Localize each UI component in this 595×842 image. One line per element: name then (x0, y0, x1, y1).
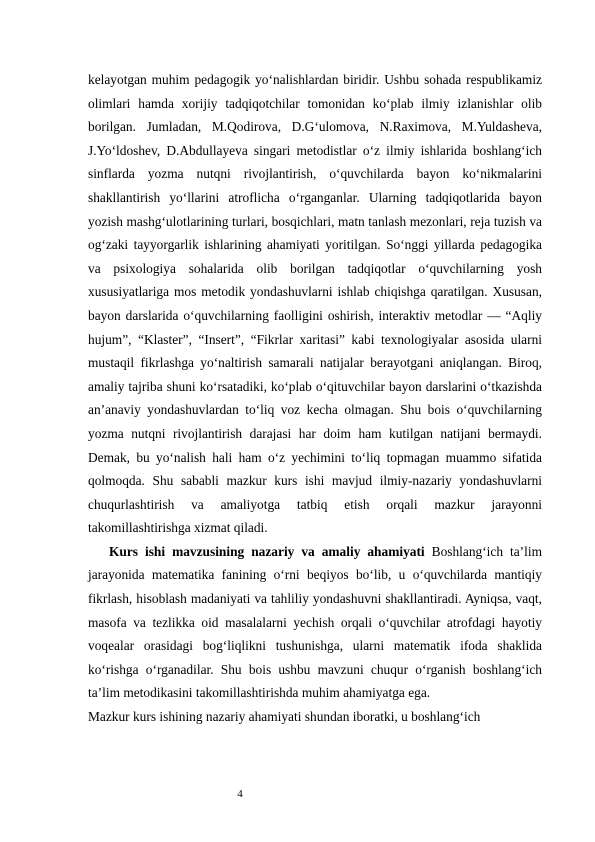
page-number: 4 (237, 788, 243, 800)
section-heading-inline: Kurs ishi mavzusining nazariy va amaliy ahamiyati (109, 543, 425, 559)
document-page (88, 68, 542, 729)
body-paragraph-3: Mazkur kurs ishining nazariy ahamiyati shundan iboratki, u boshlang‘ich (88, 709, 481, 725)
body-paragraph-1: kelayotgan muhim pedagogik yo‘nalishlardan biridir. Ushbu sohada respublikamiz olimlari hamda xorijiy tadqiqotchilar tomonidan ko‘plab ilmiy izlanishlar olib borilgan. Jumladan, M.Qodirova, D.G‘ulomova, N.Raximova, M.Yuldasheva, J.Yo‘ldoshev, D.Abdullayeva singari metodistlar o‘z ilmiy ishlarida boshlang‘ich sinflarda yozma nutqni rivojlantirish, o‘quvchilarda bayon ko‘nikmalarini shakllantirish yo‘llarini atroflicha o‘rganganlar. Ularning tadqiqotlarida bayon yozish mashg‘ulotlarining turlari, bosqichlari, matn tanlash mezonlari, reja tuzish va og‘zaki tayyorgarlik ishlarining ahamiyati yoritilgan. So‘nggi yillarda pedagogika va psixologiya sohalarida olib borilgan tadqiqotlar o‘quvchilarning yosh xususiyatlariga mos metodik yondashuvlarni ishlab chiqishga qaratilgan. Xususan, bayon darslarida o‘quvchilarning faolligini oshirish, interaktiv metodlar — “Aqliy hujum”, “Klaster”, “Insert”, “Fikrlar xaritasi” kabi texnologiyalar asosida ularni mustaqil fikrlashga yo‘naltirish samarali natijalar berayotgani aniqlangan. Biroq, amaliy tajriba shuni ko‘rsatadiki, ko‘plab o‘qituvchilar bayon darslarini o‘tkazishda an’anaviy yondashuvlardan to‘liq voz kecha olmagan. Shu bois o‘quvchilarning yozma nutqni rivojlantirish darajasi har doim ham kutilgan natijani bermaydi. Demak, bu yo‘nalish hali ham o‘z yechimini to‘liq topmagan muammo sifatida qolmoqda. Shu sababli mazkur kurs ishi mavjud ilmiy-nazariy yondashuvlarni chuqurlashtirish va amaliyotga tatbiq etish orqali mazkur jarayonni takomillashtirishga xizmat qiladi. (88, 72, 542, 536)
body-paragraph-2-text: Boshlang‘ich ta’lim jarayonida matematika fanining o‘rni beqiyos bo‘lib, u o‘quvchilarda mantiqiy fikrlash, hisoblash madaniyati va tahliliy yondashuvni shakllantiradi. Ayniqsa, vaqt, masofa va tezlikka oid masalalarni yechish orqali o‘quvchilar atrofdagi hayotiy voqealar orasidagi bog‘liqlikni tushunishga, ularni matematik ifoda shaklida ko‘rishga o‘rganadilar. Shu bois ushbu mavzuni chuqur o‘rganish boshlang‘ich ta’lim metodikasini takomillashtirishda muhim ahamiyatga ega. (88, 543, 542, 701)
body-paragraph-2 (88, 540, 542, 705)
